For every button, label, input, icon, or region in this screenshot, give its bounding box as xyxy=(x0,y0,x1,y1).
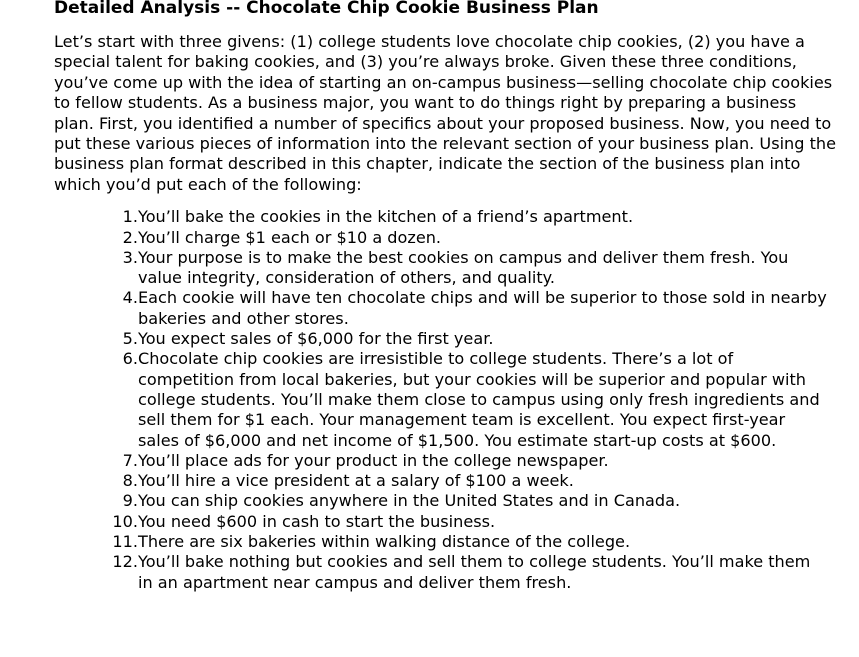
list-item-number: 6. xyxy=(122,349,138,369)
numbered-list xyxy=(54,207,859,593)
list-item-number: 7. xyxy=(122,450,138,470)
list-item xyxy=(54,451,859,471)
list-item-text: You expect sales of $6,000 for the first year. xyxy=(138,329,494,349)
list-item-text: You’ll charge $1 each or $10 a dozen. xyxy=(138,227,442,247)
list-item-number: 1. xyxy=(122,207,138,227)
list-item-text: You’ll place ads for your product in the college newspaper. xyxy=(138,450,609,470)
list-item xyxy=(54,207,859,227)
list-item-text: You can ship cookies anywhere in the United States and in Canada. xyxy=(138,491,681,511)
list-item-text: You’ll bake the cookies in the kitchen of a friend’s apartment. xyxy=(138,207,634,227)
list-item xyxy=(54,288,859,329)
list-item-number: 10. xyxy=(112,511,138,531)
list-item xyxy=(54,248,859,289)
list-item xyxy=(54,552,859,593)
list-item-text: You’ll bake nothing but cookies and sell them to college students. You’ll make them in an apartment near campus and deliver them fresh. xyxy=(138,552,811,592)
list-item-number: 12. xyxy=(112,552,138,572)
list-item-text: Chocolate chip cookies are irresistible to college students. There’s a lot of competition from local bakeries, but your cookies will be superior and popular with college students. You’ll make them close to campus using only fresh ingredients and sell them for $1 each. Your management team is excellent. You expect first-year sales of $6,000 and net income of $1,500. You estimate start-up costs at $600. xyxy=(138,349,820,450)
list-item-number: 4. xyxy=(122,288,138,308)
list-item-text: You’ll hire a vice president at a salary of $100 a week. xyxy=(138,471,574,491)
document-title: Detailed Analysis -- Chocolate Chip Cookie Business Plan xyxy=(54,0,599,18)
list-item xyxy=(54,329,859,349)
list-item-text: There are six bakeries within walking distance of the college. xyxy=(138,532,631,551)
list-item xyxy=(54,532,859,552)
list-item xyxy=(54,349,859,450)
list-item xyxy=(54,471,859,491)
list-item-number: 2. xyxy=(122,227,138,247)
list-item-number: 8. xyxy=(122,471,138,491)
list-item-text: You need $600 in cash to start the business. xyxy=(138,511,496,531)
list-item-number: 11. xyxy=(112,532,138,551)
list-item-text: Your purpose is to make the best cookies on campus and deliver them fresh. You value integrity, consideration of others, and quality. xyxy=(138,247,789,288)
intro-paragraph: Let’s start with three givens: (1) college students love chocolate chip cookies, (2) you have a special talent for baking cookies, and (3) you’re always broke. Given these three conditions, you’ve come up with the idea of starting an on-campus business—selling chocolate chip cookies to fellow students. As a business major, you want to do things right by preparing a business plan. First, you identified a number of specifics about your proposed business. Now, you need to put these various pieces of information into the relevant section of your business plan. Using the business plan format described in this chapter, indicate the section of the business plan into which you’d put each of the following: xyxy=(54,32,836,194)
list-item xyxy=(54,228,859,248)
list-item-text: Each cookie will have ten chocolate chips and will be superior to those sold in nearby bakeries and other stores. xyxy=(138,288,827,328)
list-item xyxy=(54,512,859,532)
list-item xyxy=(54,491,859,511)
list-item-number: 9. xyxy=(122,491,138,511)
list-item-number: 5. xyxy=(122,329,138,349)
list-item-number: 3. xyxy=(122,247,138,267)
